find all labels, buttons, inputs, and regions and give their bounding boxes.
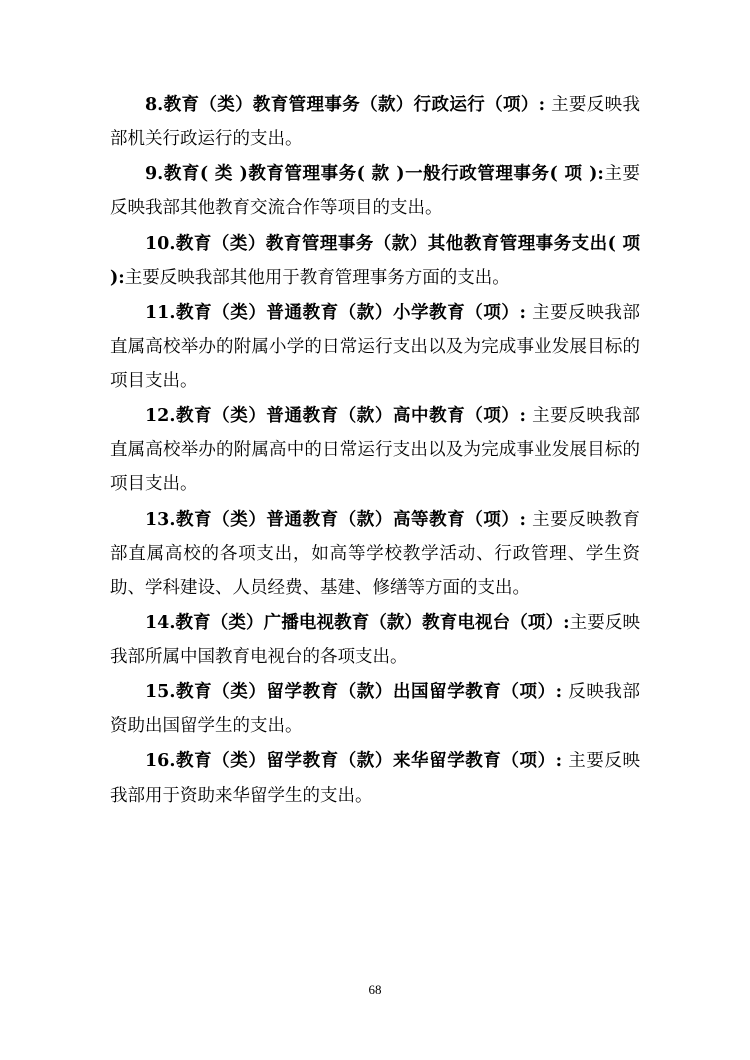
paragraph-rest: 主要反映我部用于资助来华留学生的支出。 [110, 751, 640, 806]
paragraph-rest: 主要反映教育部直属高校的各项支出，如高等学校教学活动、行政管理、学生资助、学科建设、人员经费、基建、修缮等方面的支出。 [110, 509, 640, 598]
paragraph-rest: 主要反映我部机关行政运行的支出。 [110, 95, 640, 150]
paragraph-lead: 8.教育（类）教育管理事务（款）行政运行（项）: [145, 95, 546, 115]
paragraph-rest: 主要反映我部直属高校举办的附属小学的日常运行支出以及为完成事业发展目标的项目支出。 [110, 302, 640, 391]
paragraph-lead: 10.教育（类）教育管理事务（款）其他教育管理事务支出( 项 ): [110, 233, 640, 288]
paragraph [110, 675, 640, 743]
paragraph-rest: 主要反映我部其他教育交流合作等项目的支出。 [110, 164, 641, 219]
paragraph-lead: 15.教育（类）留学教育（款）出国留学教育（项）: [145, 682, 563, 703]
paragraph-lead: 11.教育（类）普通教育（款）小学教育（项）: [145, 302, 526, 323]
document-body [110, 88, 640, 813]
paragraph [110, 227, 640, 295]
paragraph [110, 503, 640, 605]
page-number: 68 [368, 982, 382, 997]
paragraph [110, 296, 640, 398]
paragraph [110, 606, 640, 674]
paragraph-rest: 主要反映我部直属高校举办的附属高中的日常运行支出以及为完成事业发展目标的项目支出。 [110, 406, 640, 495]
paragraph-lead: 14.教育（类）广播电视教育（款）教育电视台（项）: [145, 612, 570, 633]
paragraph [110, 157, 640, 225]
paragraph-lead: 13.教育（类）普通教育（款）高等教育（项）: [145, 509, 526, 530]
paragraph-lead: 9.教育( 类 )教育管理事务( 款 )一般行政管理事务( 项 ): [145, 164, 604, 185]
paragraph [110, 744, 640, 812]
paragraph-rest: 反映我部资助出国留学生的支出。 [110, 682, 640, 737]
paragraph-lead: 16.教育（类）留学教育（款）来华留学教育（项）: [145, 751, 563, 772]
paragraph-rest: 主要反映我部其他用于教育管理事务方面的支出。 [124, 267, 510, 288]
paragraph-rest: 主要反映我部所属中国教育电视台的各项支出。 [110, 612, 641, 667]
paragraph [110, 399, 640, 501]
paragraph-lead: 12.教育（类）普通教育（款）高中教育（项）: [145, 406, 526, 427]
paragraph [110, 88, 640, 156]
